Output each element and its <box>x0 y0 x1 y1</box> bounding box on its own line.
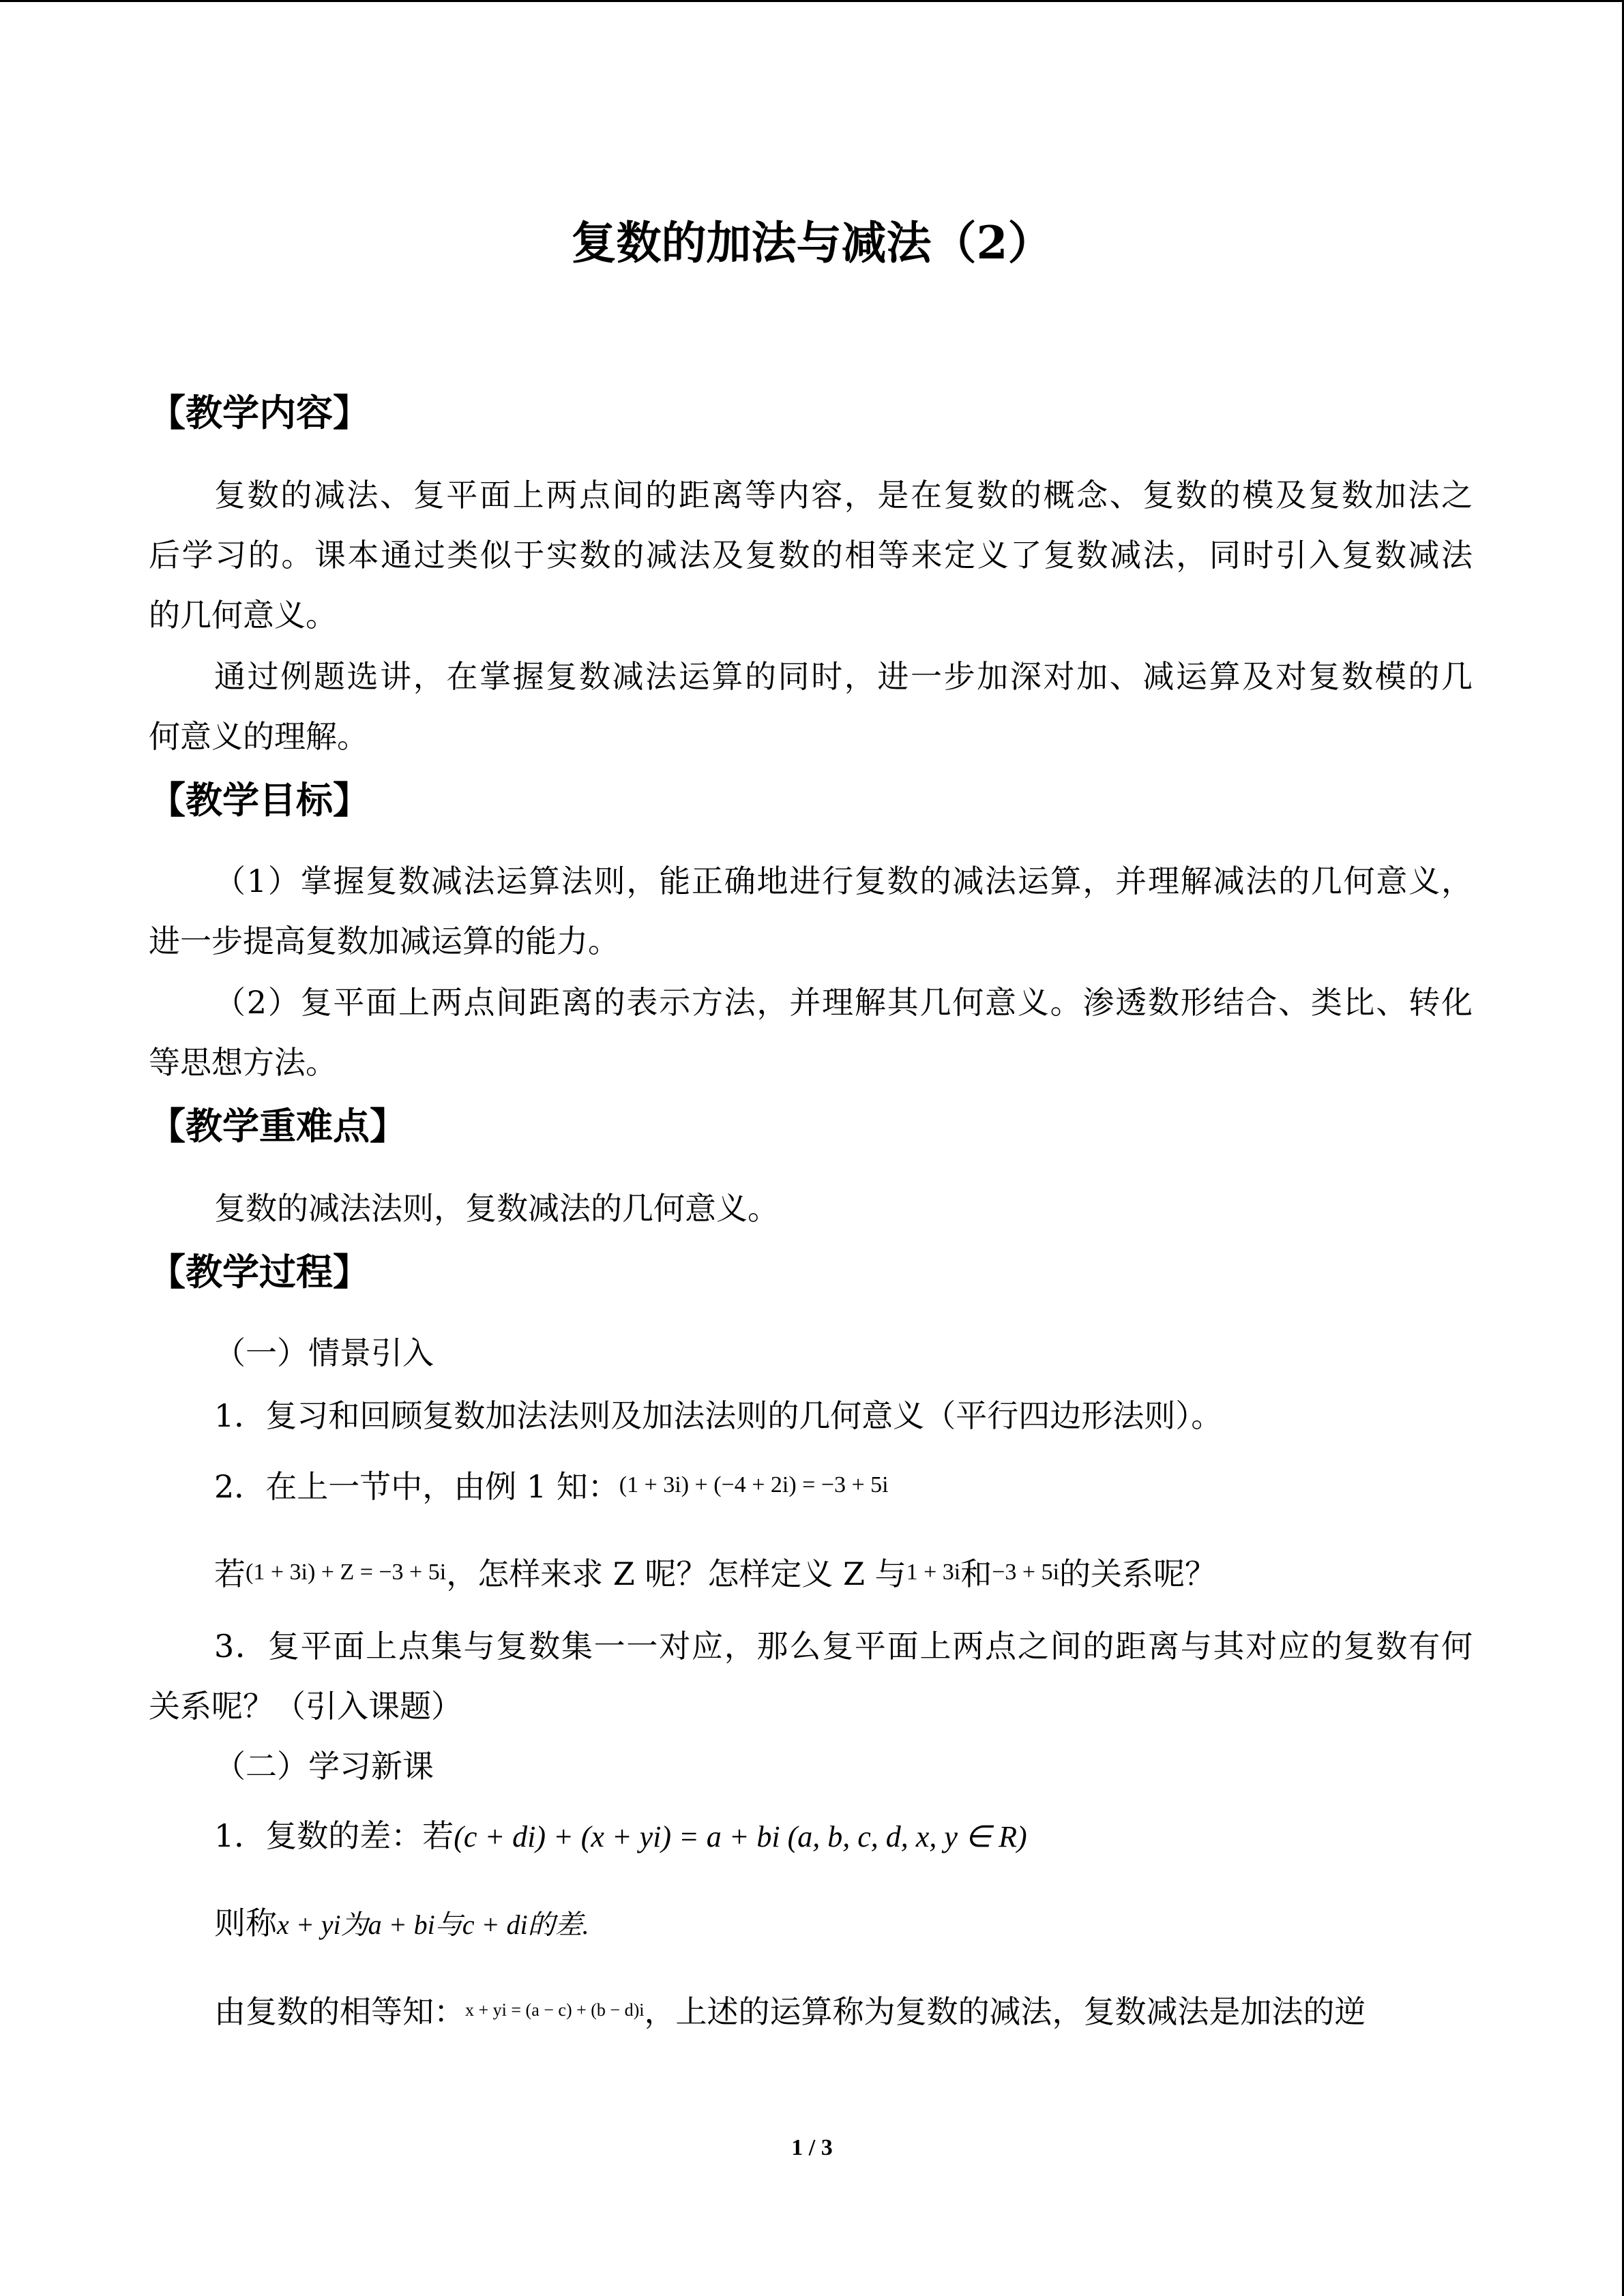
content-p2-line2: 何意义的理解。 <box>149 718 368 755</box>
question-and: 和 <box>960 1555 992 1592</box>
content-p1-line3: 的几何意义。 <box>149 597 337 633</box>
content-p2-line1: 通过例题选讲，在掌握复数减法运算的同时，进一步加深对加、减运算及对复数模的几 <box>214 658 1473 695</box>
then-text: 则称 <box>214 1905 277 1941</box>
process-item-3-line1: 3．复平面上点集与复数集一一对应，那么复平面上两点之间的距离与其对应的复数有何 <box>214 1628 1473 1665</box>
process-item-1: 1．复习和回顾复数加法法则及加法法则的几何意义（平行四边形法则）。 <box>214 1397 1223 1434</box>
equality-rest: ，上述的运算称为复数的减法，复数减法是加法的逆 <box>644 1993 1366 2030</box>
section-heading-goals: 【教学目标】 <box>149 778 370 822</box>
section-heading-content: 【教学内容】 <box>149 391 370 434</box>
process-then <box>214 1903 589 1945</box>
goal-1-line1: （1）掌握复数减法运算法则，能正确地进行复数的减法运算，并理解减法的几何意义， <box>214 863 1473 899</box>
equality-text: 由复数的相等知： <box>214 1993 465 2030</box>
page-number: 1 / 3 <box>791 2135 833 2160</box>
formula-example-1: (1 + 3i) + (−4 + 2i) = −3 + 5i <box>619 1472 889 1497</box>
key-points-text: 复数的减法法则，复数减法的几何意义。 <box>214 1190 779 1227</box>
goal-1-line2: 进一步提高复数加减运算的能力。 <box>149 923 619 959</box>
goal-2-line2: 等思想方法。 <box>149 1044 337 1081</box>
section-heading-key-points: 【教学重难点】 <box>149 1104 407 1148</box>
definition-text: 1．复数的差：若 <box>214 1817 454 1854</box>
process-item-3-line2: 关系呢？（引入课题） <box>149 1688 462 1725</box>
question-prefix: 若 <box>214 1555 246 1592</box>
process-part2-title: （二）学习新课 <box>214 1748 434 1785</box>
process-question <box>214 1552 1216 1594</box>
process-item-2 <box>214 1465 889 1507</box>
content-p1-line1: 复数的减法、复平面上两点间的距离等内容，是在复数的概念、复数的模及复数加法之 <box>214 477 1473 513</box>
section-heading-process: 【教学过程】 <box>149 1250 370 1294</box>
formula-definition: (c + di) + (x + yi) = a + bi (a, b, c, d, x, y ∈ R) <box>454 1820 1027 1853</box>
formula-difference: x + yi为a + bi与c + di的差. <box>277 1909 589 1940</box>
question-end: 的关系呢？ <box>1059 1555 1217 1592</box>
process-part1-title: （一）情景引入 <box>214 1335 434 1371</box>
formula-neg3-plus-5i: −3 + 5i <box>992 1560 1060 1585</box>
process-definition <box>214 1815 1027 1858</box>
process-item-2-text: 2．在上一节中，由例 1 知： <box>214 1468 619 1505</box>
formula-1-plus-3i: 1 + 3i <box>906 1560 961 1585</box>
formula-question: (1 + 3i) + Z = −3 + 5i <box>246 1560 447 1585</box>
goal-2-line1: （2）复平面上两点间距离的表示方法，并理解其几何意义。渗透数形结合、类比、转化 <box>214 984 1473 1021</box>
document-title: 复数的加法与减法（2） <box>571 216 1053 269</box>
process-equality <box>214 1990 1365 2032</box>
question-mid: ，怎样来求 Z 呢？怎样定义 Z 与 <box>446 1555 906 1592</box>
content-p1-line2: 后学习的。课本通过类似于实数的减法及复数的相等来定义了复数减法，同时引入复数减法 <box>149 537 1473 573</box>
formula-subtraction: x + yi = (a − c) + (b − d)i <box>465 2000 645 2020</box>
